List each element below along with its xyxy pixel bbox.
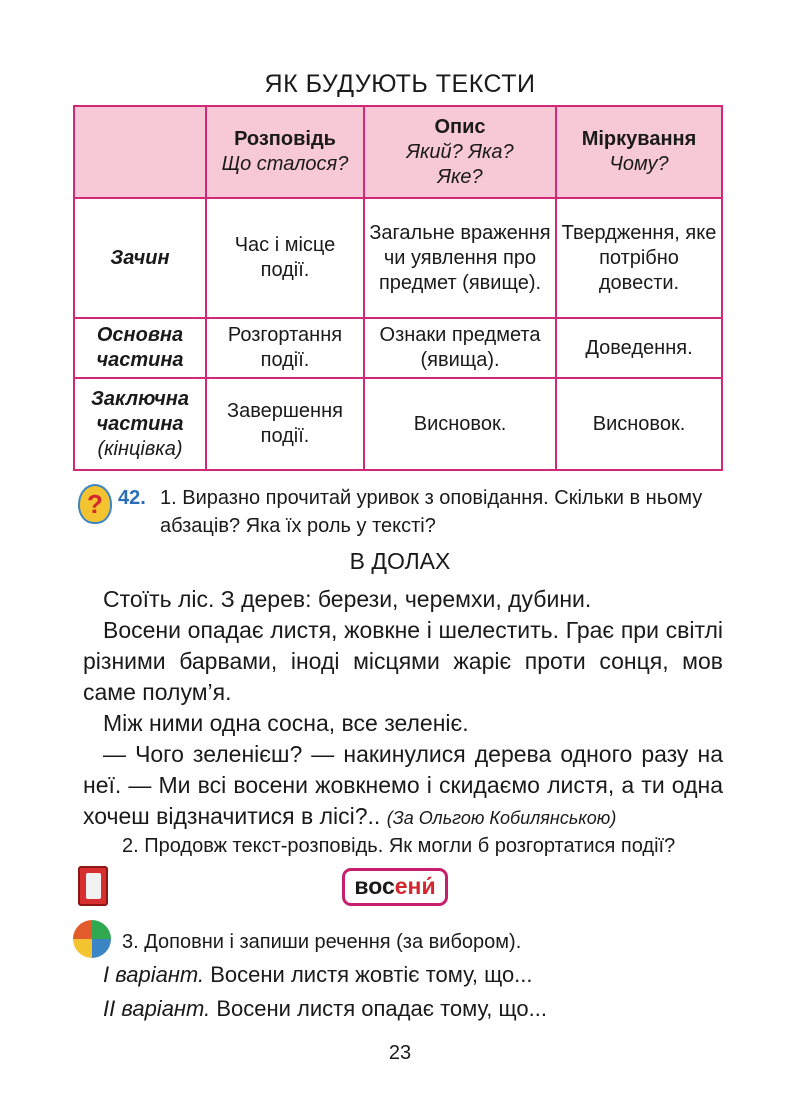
column-title: Розповідь bbox=[234, 128, 336, 150]
question-icon: ? bbox=[78, 484, 112, 524]
column-title: Міркування bbox=[581, 128, 697, 150]
task-1-text: 1. Виразно прочитай уривок з оповідання. Скільки в ньому абзаців? Яка їх роль у тексті? bbox=[160, 487, 703, 537]
variant-2 bbox=[103, 994, 723, 1024]
story-source: (За Ольгою Кобилянською) bbox=[386, 808, 617, 828]
story-paragraph: Між ними одна сосна, все зеленіє. bbox=[103, 710, 469, 736]
column-header-description bbox=[364, 106, 556, 198]
table-cell: Ознаки предмета (явища). bbox=[364, 318, 556, 378]
table-corner-cell bbox=[74, 106, 206, 198]
column-header-narration bbox=[206, 106, 364, 198]
table-cell: Розгортання події. bbox=[206, 318, 364, 378]
variant-2-text: Восени листя опадає тому, що... bbox=[216, 996, 547, 1021]
story-title: В ДОЛАХ bbox=[349, 548, 451, 574]
page-number: 23 bbox=[388, 1042, 412, 1064]
table-cell: Час і місце події. bbox=[206, 198, 364, 318]
text-structure-table bbox=[73, 105, 723, 471]
dictionary-icon bbox=[78, 866, 108, 906]
variant-2-label: II варіант. bbox=[103, 996, 211, 1021]
column-header-reasoning bbox=[556, 106, 722, 198]
column-title: Опис bbox=[434, 115, 486, 138]
section-title: ЯК БУДУЮТЬ ТЕКСТИ bbox=[264, 70, 536, 98]
exercise-number: 42. bbox=[118, 487, 146, 509]
task-3-text: 3. Доповни і запиши речення (за вибором). bbox=[122, 931, 522, 953]
row-label-ending: Заключна частина (кінцівка) bbox=[74, 378, 206, 470]
story-paragraph-dialogue bbox=[83, 739, 723, 834]
table-cell: Твердження, яке потрібно довести. bbox=[556, 198, 722, 318]
row-label-intro: Зачин bbox=[74, 198, 206, 318]
column-question: Чому? bbox=[609, 153, 669, 175]
table-cell: Висновок. bbox=[364, 378, 556, 470]
table-cell: Доведення. bbox=[556, 318, 722, 378]
table-cell: Загальне враження чи уявлення про предмет (явище). bbox=[364, 198, 556, 318]
task-2-text: 2. Продовж текст-розповідь. Як могли б розгортатися події? bbox=[122, 835, 676, 857]
dialogue-text: — Чого зеленієш? — накинулися дерева одного разу на неї. — Ми всі восени жовкнемо і скидаємо листя, а ти одна хочеш відзначитися в лісі?.. bbox=[83, 741, 723, 829]
column-question: Який? Яка? Яке? bbox=[406, 140, 514, 188]
row-label-main: Основна частина bbox=[74, 318, 206, 378]
vocabulary-word: восени́ bbox=[342, 868, 448, 906]
column-question: Що сталося? bbox=[221, 153, 349, 175]
table-cell: Висновок. bbox=[556, 378, 722, 470]
row-sublabel: (кінцівка) bbox=[97, 437, 183, 460]
variant-1-label: I варіант. bbox=[103, 962, 205, 987]
write-task-icon bbox=[73, 920, 111, 958]
story-paragraph: Стоїть ліс. З дерев: берези, черемхи, дубини. bbox=[103, 586, 592, 612]
variant-1 bbox=[103, 960, 723, 990]
table-cell: Завершення події. bbox=[206, 378, 364, 470]
variant-1-text: Восени листя жовтіє тому, що... bbox=[210, 962, 533, 987]
story-paragraph: Восени опадає листя, жовкне і шелестить. Грає при світлі різними барвами, іноді місцями жаріє проти сонця, мов саме полум’я. bbox=[83, 617, 723, 705]
